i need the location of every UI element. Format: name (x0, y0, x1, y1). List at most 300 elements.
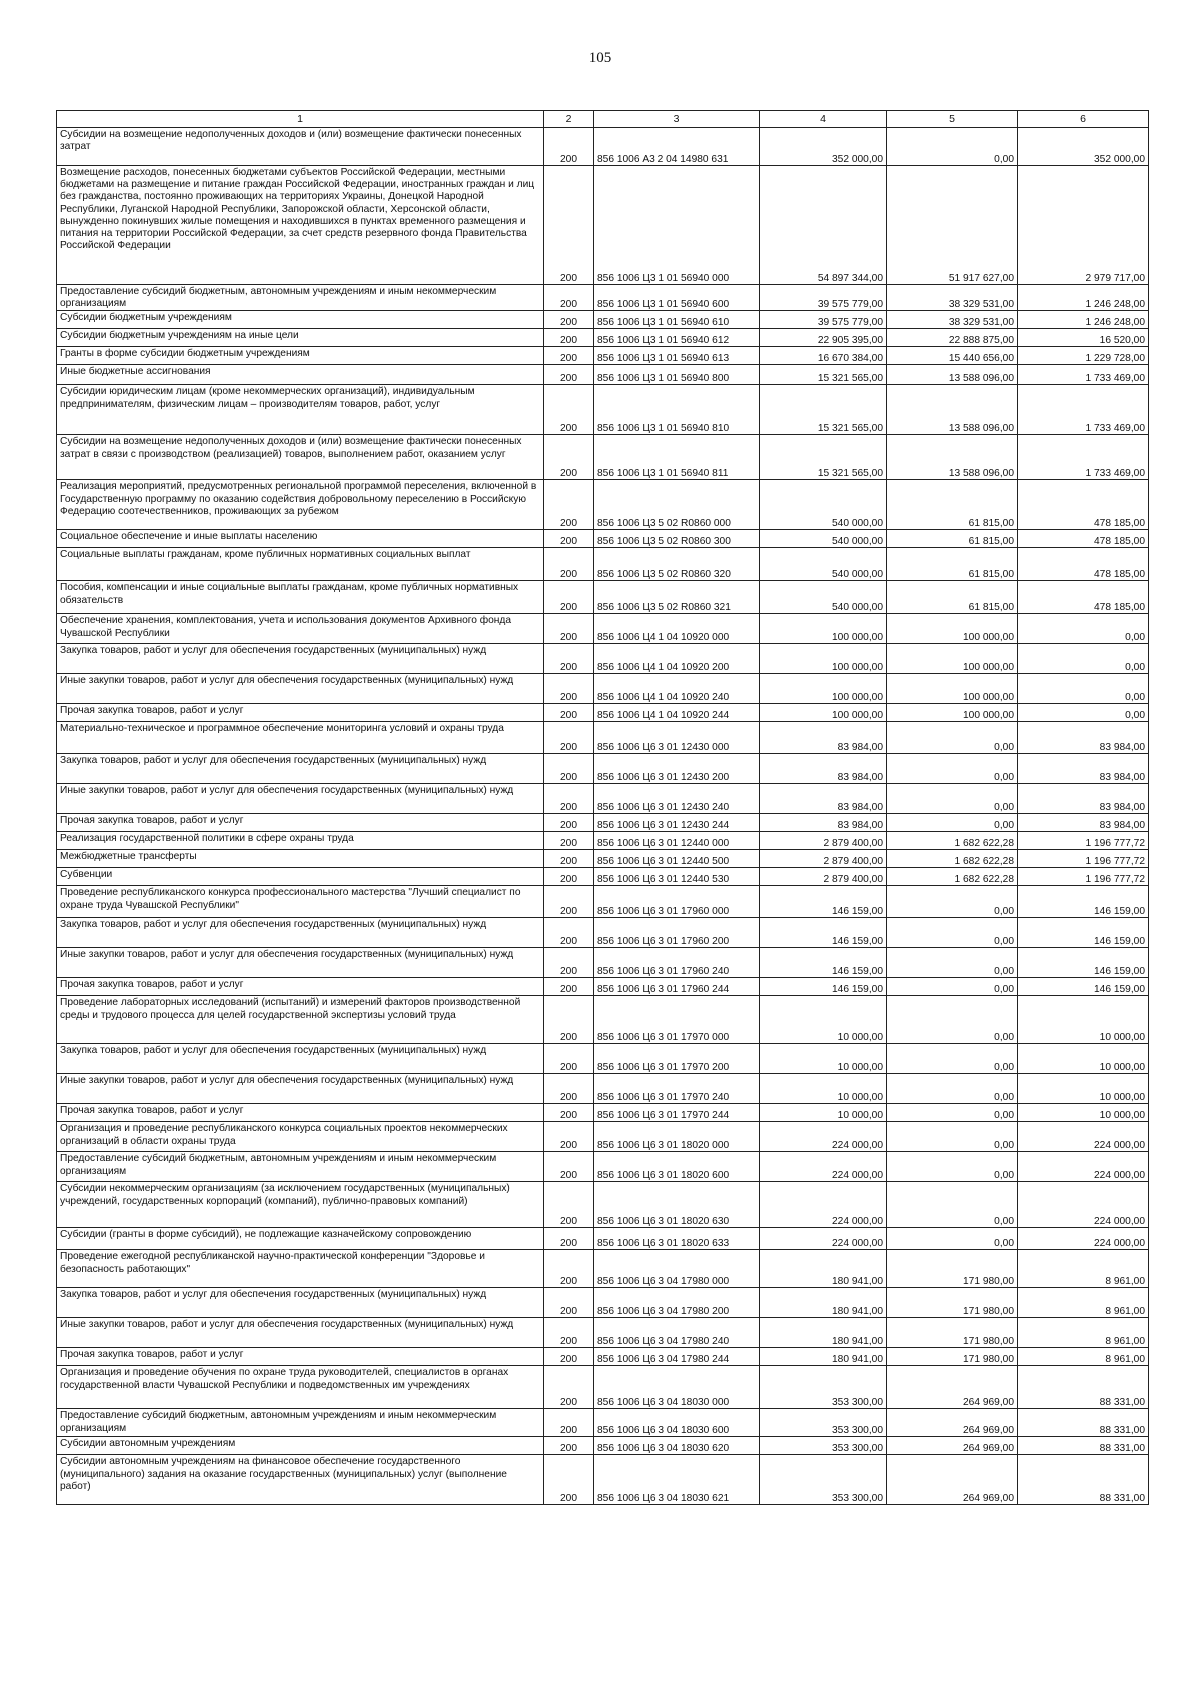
row-classification-cell: 856 1006 Ц3 1 01 56940 811 (594, 435, 760, 480)
table-row (57, 285, 1149, 311)
row-name-cell (57, 1348, 544, 1366)
row-name-cell (57, 548, 544, 581)
row-amount-col4-cell: 224 000,00 (760, 1122, 887, 1152)
row-amount-col6-cell: 146 159,00 (1018, 918, 1149, 948)
row-name-text: Закупка товаров, работ и услуг для обеспечения государственных (муниципальных) нужд (60, 1045, 487, 1057)
row-classification-cell: 856 1006 Ц6 3 04 17980 200 (594, 1288, 760, 1318)
row-name-cell (57, 1122, 544, 1152)
row-amount-col6-cell: 10 000,00 (1018, 1074, 1149, 1104)
row-code-cell: 200 (544, 784, 594, 814)
row-classification-cell: 856 1006 Ц6 3 01 18020 630 (594, 1182, 760, 1228)
row-amount-col5-cell: 264 969,00 (887, 1437, 1018, 1455)
row-name-cell (57, 722, 544, 754)
row-amount-col6-cell: 88 331,00 (1018, 1409, 1149, 1437)
row-name-cell (57, 1182, 544, 1228)
row-code-cell: 200 (544, 754, 594, 784)
row-amount-col6-cell: 10 000,00 (1018, 996, 1149, 1044)
row-amount-col5-cell: 0,00 (887, 754, 1018, 784)
table-header-row (57, 111, 1149, 128)
row-amount-col5-cell: 1 682 622,28 (887, 832, 1018, 850)
row-code-cell: 200 (544, 978, 594, 996)
table-row (57, 1182, 1149, 1228)
row-code-cell: 200 (544, 832, 594, 850)
header-col-4: 4 (760, 111, 887, 128)
row-amount-col4-cell: 39 575 779,00 (760, 285, 887, 311)
row-name-cell (57, 530, 544, 548)
row-name-cell (57, 1104, 544, 1122)
row-amount-col6-cell: 352 000,00 (1018, 128, 1149, 166)
row-name-text: Проведение республиканского конкурса профессионального мастерства "Лучший специалист по охране труда Чувашской Республики" (60, 887, 521, 911)
row-code-cell: 200 (544, 1288, 594, 1318)
row-code-cell: 200 (544, 644, 594, 674)
row-name-cell (57, 480, 544, 530)
row-name-cell (57, 1288, 544, 1318)
row-classification-cell: 856 1006 Ц6 3 01 18020 633 (594, 1228, 760, 1250)
row-amount-col6-cell: 16 520,00 (1018, 329, 1149, 347)
row-amount-col5-cell: 171 980,00 (887, 1288, 1018, 1318)
row-amount-col5-cell: 0,00 (887, 1104, 1018, 1122)
row-amount-col6-cell: 1 246 248,00 (1018, 311, 1149, 329)
row-name-text: Субсидии некоммерческим организациям (за исключением государственных (муниципальных) учреждений, государственных корпораций (компаний), публично-правовых компаний) (60, 1183, 510, 1207)
row-classification-cell: 856 1006 Ц6 3 01 12430 200 (594, 754, 760, 784)
row-amount-col5-cell: 0,00 (887, 1152, 1018, 1182)
row-name-cell (57, 1366, 544, 1409)
row-amount-col4-cell: 39 575 779,00 (760, 311, 887, 329)
row-name-text: Социальное обеспечение и иные выплаты населению (60, 531, 318, 543)
row-amount-col5-cell: 13 588 096,00 (887, 365, 1018, 385)
row-amount-col6-cell: 478 185,00 (1018, 480, 1149, 530)
row-amount-col4-cell: 2 879 400,00 (760, 850, 887, 868)
row-classification-cell: 856 1006 Ц4 1 04 10920 000 (594, 614, 760, 644)
row-code-cell: 200 (544, 948, 594, 978)
row-amount-col5-cell: 0,00 (887, 722, 1018, 754)
row-name-text: Прочая закупка товаров, работ и услуг (60, 1349, 244, 1361)
table-row (57, 614, 1149, 644)
row-code-cell: 200 (544, 1104, 594, 1122)
row-name-text: Субсидии на возмещение недополученных доходов и (или) возмещение фактически понесенных затрат в связи с производством (реализацией) товаров, выполнением работ, оказанием услуг (60, 436, 522, 460)
table-row (57, 722, 1149, 754)
row-amount-col6-cell: 88 331,00 (1018, 1437, 1149, 1455)
row-amount-col6-cell: 10 000,00 (1018, 1044, 1149, 1074)
row-code-cell: 200 (544, 435, 594, 480)
row-name-text: Иные закупки товаров, работ и услуг для обеспечения государственных (муниципальных) нужд (60, 1319, 514, 1331)
row-classification-cell: 856 1006 Ц6 3 01 17970 240 (594, 1074, 760, 1104)
table-row (57, 1104, 1149, 1122)
row-classification-cell: 856 1006 Ц6 3 01 17960 244 (594, 978, 760, 996)
row-amount-col5-cell: 61 815,00 (887, 581, 1018, 614)
row-name-cell (57, 754, 544, 784)
table-row (57, 996, 1149, 1044)
row-amount-col5-cell: 61 815,00 (887, 530, 1018, 548)
row-amount-col6-cell: 478 185,00 (1018, 530, 1149, 548)
row-amount-col4-cell: 15 321 565,00 (760, 435, 887, 480)
row-amount-col5-cell: 100 000,00 (887, 704, 1018, 722)
row-amount-col4-cell: 10 000,00 (760, 1074, 887, 1104)
row-name-cell (57, 978, 544, 996)
row-code-cell: 200 (544, 530, 594, 548)
row-amount-col4-cell: 180 941,00 (760, 1288, 887, 1318)
row-classification-cell: 856 1006 Ц6 3 01 17960 240 (594, 948, 760, 978)
row-amount-col6-cell: 146 159,00 (1018, 886, 1149, 918)
row-name-text: Субсидии (гранты в форме субсидий), не подлежащие казначейскому сопровождению (60, 1229, 472, 1241)
row-amount-col4-cell: 146 159,00 (760, 978, 887, 996)
row-name-cell (57, 1152, 544, 1182)
row-name-cell (57, 285, 544, 311)
row-amount-col6-cell: 0,00 (1018, 614, 1149, 644)
row-name-cell (57, 850, 544, 868)
row-classification-cell: 856 1006 Ц4 1 04 10920 240 (594, 674, 760, 704)
row-amount-col4-cell: 353 300,00 (760, 1455, 887, 1505)
row-classification-cell: 856 1006 Ц6 3 04 17980 000 (594, 1250, 760, 1288)
table-row (57, 548, 1149, 581)
row-amount-col6-cell: 83 984,00 (1018, 784, 1149, 814)
row-amount-col6-cell: 1 196 777,72 (1018, 850, 1149, 868)
row-code-cell: 200 (544, 1318, 594, 1348)
row-name-text: Проведение ежегодной республиканской научно-практической конференции "Здоровье и безопасность работающих" (60, 1251, 485, 1275)
row-amount-col6-cell: 478 185,00 (1018, 548, 1149, 581)
row-name-text: Проведение лабораторных исследований (испытаний) и измерений факторов производственной среды и трудового процесса для целей государственной экспертизы условий труда (60, 997, 521, 1021)
row-code-cell: 200 (544, 311, 594, 329)
row-classification-cell: 856 1006 Ц6 3 01 17960 200 (594, 918, 760, 948)
row-amount-col5-cell: 0,00 (887, 1182, 1018, 1228)
row-code-cell: 200 (544, 1348, 594, 1366)
row-amount-col5-cell: 13 588 096,00 (887, 435, 1018, 480)
row-name-text: Иные бюджетные ассигнования (60, 366, 211, 378)
row-amount-col5-cell: 171 980,00 (887, 1250, 1018, 1288)
row-amount-col6-cell: 1 733 469,00 (1018, 435, 1149, 480)
table-row (57, 166, 1149, 285)
row-amount-col6-cell: 2 979 717,00 (1018, 166, 1149, 285)
table-row (57, 1288, 1149, 1318)
row-classification-cell: 856 1006 Ц3 5 02 R0860 300 (594, 530, 760, 548)
row-code-cell: 200 (544, 1122, 594, 1152)
table-row (57, 886, 1149, 918)
row-name-text: Закупка товаров, работ и услуг для обеспечения государственных (муниципальных) нужд (60, 645, 487, 657)
row-classification-cell: 856 1006 Ц6 3 04 18030 621 (594, 1455, 760, 1505)
row-classification-cell: 856 1006 Ц3 5 02 R0860 320 (594, 548, 760, 581)
row-classification-cell: 856 1006 Ц3 1 01 56940 610 (594, 311, 760, 329)
row-amount-col4-cell: 100 000,00 (760, 644, 887, 674)
row-amount-col6-cell: 146 159,00 (1018, 948, 1149, 978)
row-classification-cell: 856 1006 Ц6 3 01 18020 600 (594, 1152, 760, 1182)
row-code-cell: 200 (544, 1074, 594, 1104)
row-amount-col6-cell: 8 961,00 (1018, 1318, 1149, 1348)
row-amount-col5-cell: 22 888 875,00 (887, 329, 1018, 347)
row-code-cell: 200 (544, 347, 594, 365)
row-name-cell (57, 996, 544, 1044)
row-name-text: Субсидии автономным учреждениям (60, 1438, 236, 1450)
row-name-cell (57, 385, 544, 435)
row-code-cell: 200 (544, 614, 594, 644)
row-code-cell: 200 (544, 166, 594, 285)
row-name-cell (57, 614, 544, 644)
row-amount-col5-cell: 100 000,00 (887, 614, 1018, 644)
row-name-text: Прочая закупка товаров, работ и услуг (60, 705, 244, 717)
row-classification-cell: 856 1006 Ц6 3 01 12430 000 (594, 722, 760, 754)
row-amount-col4-cell: 146 159,00 (760, 886, 887, 918)
row-classification-cell: 856 1006 Ц6 3 01 12440 530 (594, 868, 760, 886)
row-amount-col4-cell: 352 000,00 (760, 128, 887, 166)
budget-table (56, 110, 1149, 1505)
row-name-cell (57, 784, 544, 814)
table-row (57, 754, 1149, 784)
table-row (57, 918, 1149, 948)
page-number: 105 (588, 50, 612, 66)
row-amount-col4-cell: 2 879 400,00 (760, 868, 887, 886)
row-name-cell (57, 347, 544, 365)
row-amount-col4-cell: 83 984,00 (760, 754, 887, 784)
row-name-cell (57, 832, 544, 850)
table-row (57, 435, 1149, 480)
row-name-cell (57, 581, 544, 614)
row-amount-col5-cell: 171 980,00 (887, 1318, 1018, 1348)
row-amount-col5-cell: 0,00 (887, 1074, 1018, 1104)
row-classification-cell: 856 1006 Ц3 1 01 56940 000 (594, 166, 760, 285)
row-amount-col6-cell: 146 159,00 (1018, 978, 1149, 996)
row-code-cell: 200 (544, 674, 594, 704)
row-code-cell: 200 (544, 285, 594, 311)
row-amount-col6-cell: 88 331,00 (1018, 1366, 1149, 1409)
table-row (57, 1122, 1149, 1152)
table-row (57, 311, 1149, 329)
row-code-cell: 200 (544, 996, 594, 1044)
row-name-cell (57, 886, 544, 918)
row-code-cell: 200 (544, 385, 594, 435)
row-classification-cell: 856 1006 Ц3 5 02 R0860 321 (594, 581, 760, 614)
row-name-text: Субсидии на возмещение недополученных доходов и (или) возмещение фактически понесенных затрат (60, 129, 522, 153)
row-name-cell (57, 1318, 544, 1348)
row-classification-cell: 856 1006 Ц6 3 04 18030 620 (594, 1437, 760, 1455)
row-code-cell: 200 (544, 1182, 594, 1228)
row-amount-col6-cell: 0,00 (1018, 674, 1149, 704)
row-amount-col4-cell: 100 000,00 (760, 614, 887, 644)
row-amount-col4-cell: 15 321 565,00 (760, 365, 887, 385)
header-col-3: 3 (594, 111, 760, 128)
row-name-cell (57, 674, 544, 704)
row-amount-col5-cell: 0,00 (887, 1122, 1018, 1152)
row-name-cell (57, 948, 544, 978)
row-amount-col5-cell: 0,00 (887, 886, 1018, 918)
row-classification-cell: 856 1006 Ц6 3 04 18030 600 (594, 1409, 760, 1437)
table-row (57, 530, 1149, 548)
row-name-text: Закупка товаров, работ и услуг для обеспечения государственных (муниципальных) нужд (60, 755, 487, 767)
row-code-cell: 200 (544, 365, 594, 385)
row-amount-col4-cell: 100 000,00 (760, 704, 887, 722)
row-amount-col6-cell: 224 000,00 (1018, 1182, 1149, 1228)
row-amount-col4-cell: 10 000,00 (760, 996, 887, 1044)
table-row (57, 1366, 1149, 1409)
row-amount-col5-cell: 38 329 531,00 (887, 285, 1018, 311)
row-amount-col4-cell: 146 159,00 (760, 918, 887, 948)
row-name-cell (57, 814, 544, 832)
row-amount-col5-cell: 61 815,00 (887, 548, 1018, 581)
row-name-cell (57, 166, 544, 285)
row-classification-cell: 856 1006 Ц6 3 01 17970 000 (594, 996, 760, 1044)
row-amount-col5-cell: 0,00 (887, 814, 1018, 832)
row-amount-col4-cell: 540 000,00 (760, 530, 887, 548)
row-amount-col4-cell: 2 879 400,00 (760, 832, 887, 850)
row-name-text: Предоставление субсидий бюджетным, автономным учреждениям и иным некоммерческим организациям (60, 286, 497, 310)
row-amount-col5-cell: 0,00 (887, 128, 1018, 166)
row-amount-col5-cell: 1 682 622,28 (887, 868, 1018, 886)
row-amount-col6-cell: 10 000,00 (1018, 1104, 1149, 1122)
row-amount-col5-cell: 15 440 656,00 (887, 347, 1018, 365)
row-classification-cell: 856 1006 Ц6 3 04 17980 240 (594, 1318, 760, 1348)
row-name-text: Обеспечение хранения, комплектования, учета и использования документов Архивного фонда Чувашской Республики (60, 615, 512, 639)
row-amount-col6-cell: 83 984,00 (1018, 722, 1149, 754)
row-name-text: Пособия, компенсации и иные социальные выплаты гражданам, кроме публичных нормативных обязательств (60, 582, 519, 606)
table-row (57, 674, 1149, 704)
row-amount-col5-cell: 38 329 531,00 (887, 311, 1018, 329)
row-amount-col4-cell: 540 000,00 (760, 548, 887, 581)
row-classification-cell: 856 1006 Ц6 3 01 12430 240 (594, 784, 760, 814)
row-amount-col6-cell: 478 185,00 (1018, 581, 1149, 614)
row-amount-col6-cell: 83 984,00 (1018, 754, 1149, 784)
row-amount-col6-cell: 224 000,00 (1018, 1122, 1149, 1152)
row-name-text: Гранты в форме субсидии бюджетным учреждениям (60, 348, 310, 360)
row-amount-col4-cell: 146 159,00 (760, 948, 887, 978)
table-row (57, 978, 1149, 996)
row-amount-col4-cell: 540 000,00 (760, 480, 887, 530)
row-name-text: Прочая закупка товаров, работ и услуг (60, 979, 244, 991)
row-amount-col5-cell: 264 969,00 (887, 1455, 1018, 1505)
row-amount-col5-cell: 61 815,00 (887, 480, 1018, 530)
row-code-cell: 200 (544, 1409, 594, 1437)
row-amount-col5-cell: 171 980,00 (887, 1348, 1018, 1366)
row-classification-cell: 856 1006 Ц4 1 04 10920 244 (594, 704, 760, 722)
row-code-cell: 200 (544, 850, 594, 868)
row-amount-col4-cell: 224 000,00 (760, 1182, 887, 1228)
row-amount-col6-cell: 0,00 (1018, 644, 1149, 674)
table-row (57, 1409, 1149, 1437)
table-row (57, 1228, 1149, 1250)
row-name-text: Прочая закупка товаров, работ и услуг (60, 1105, 244, 1117)
row-amount-col6-cell: 8 961,00 (1018, 1348, 1149, 1366)
row-classification-cell: 856 1006 Ц3 1 01 56940 800 (594, 365, 760, 385)
table-row (57, 480, 1149, 530)
row-code-cell: 200 (544, 329, 594, 347)
table-row (57, 1044, 1149, 1074)
row-name-text: Предоставление субсидий бюджетным, автономным учреждениям и иным некоммерческим организациям (60, 1410, 497, 1434)
row-code-cell: 200 (544, 581, 594, 614)
row-code-cell: 200 (544, 704, 594, 722)
row-code-cell: 200 (544, 814, 594, 832)
row-code-cell: 200 (544, 868, 594, 886)
row-name-cell (57, 1074, 544, 1104)
row-name-text: Субсидии юридическим лицам (кроме некоммерческих организаций), индивидуальным предпринимателям, физическим лицам – производителям товаров, работ, услуг (60, 386, 475, 410)
row-name-cell (57, 918, 544, 948)
row-classification-cell: 856 1006 Ц3 5 02 R0860 000 (594, 480, 760, 530)
row-amount-col6-cell: 1 733 469,00 (1018, 365, 1149, 385)
row-name-text: Межбюджетные трансферты (60, 851, 197, 863)
row-amount-col6-cell: 0,00 (1018, 704, 1149, 722)
row-amount-col4-cell: 100 000,00 (760, 674, 887, 704)
row-name-text: Организация и проведение республиканского конкурса социальных проектов некоммерческих организаций в области охраны труда (60, 1123, 508, 1147)
row-name-text: Иные закупки товаров, работ и услуг для обеспечения государственных (муниципальных) нужд (60, 949, 514, 961)
row-code-cell: 200 (544, 1455, 594, 1505)
row-name-cell (57, 365, 544, 385)
row-amount-col4-cell: 180 941,00 (760, 1318, 887, 1348)
table-row (57, 1074, 1149, 1104)
row-amount-col4-cell: 540 000,00 (760, 581, 887, 614)
header-col-1: 1 (57, 111, 544, 128)
table-row (57, 1455, 1149, 1505)
row-name-cell (57, 435, 544, 480)
row-amount-col6-cell: 1 246 248,00 (1018, 285, 1149, 311)
row-classification-cell: 856 1006 А3 2 04 14980 631 (594, 128, 760, 166)
row-classification-cell: 856 1006 Ц6 3 04 17980 244 (594, 1348, 760, 1366)
row-code-cell: 200 (544, 548, 594, 581)
row-name-cell (57, 1455, 544, 1505)
table-row (57, 365, 1149, 385)
row-name-text: Иные закупки товаров, работ и услуг для обеспечения государственных (муниципальных) нужд (60, 675, 514, 687)
row-name-text: Субсидии автономным учреждениям на финансовое обеспечение государственного (муниципального) задания на оказание государственных (муниципальных) услуг (выполнение работ) (60, 1456, 507, 1492)
row-name-cell (57, 644, 544, 674)
table-row (57, 948, 1149, 978)
row-code-cell: 200 (544, 918, 594, 948)
row-amount-col5-cell: 0,00 (887, 918, 1018, 948)
table-row (57, 644, 1149, 674)
table-row (57, 832, 1149, 850)
header-col-5: 5 (887, 111, 1018, 128)
row-classification-cell: 856 1006 Ц6 3 01 18020 000 (594, 1122, 760, 1152)
row-amount-col5-cell: 0,00 (887, 948, 1018, 978)
row-amount-col4-cell: 83 984,00 (760, 784, 887, 814)
row-amount-col5-cell: 13 588 096,00 (887, 385, 1018, 435)
row-amount-col6-cell: 88 331,00 (1018, 1455, 1149, 1505)
row-name-cell (57, 329, 544, 347)
row-classification-cell: 856 1006 Ц3 1 01 56940 810 (594, 385, 760, 435)
row-classification-cell: 856 1006 Ц4 1 04 10920 200 (594, 644, 760, 674)
table-row (57, 1437, 1149, 1455)
row-name-text: Иные закупки товаров, работ и услуг для обеспечения государственных (муниципальных) нужд (60, 1075, 514, 1087)
row-name-text: Закупка товаров, работ и услуг для обеспечения государственных (муниципальных) нужд (60, 1289, 487, 1301)
row-classification-cell: 856 1006 Ц6 3 01 12430 244 (594, 814, 760, 832)
row-amount-col4-cell: 353 300,00 (760, 1366, 887, 1409)
row-amount-col6-cell: 83 984,00 (1018, 814, 1149, 832)
row-amount-col4-cell: 16 670 384,00 (760, 347, 887, 365)
row-code-cell: 200 (544, 480, 594, 530)
row-code-cell: 200 (544, 1250, 594, 1288)
row-amount-col6-cell: 1 229 728,00 (1018, 347, 1149, 365)
row-amount-col4-cell: 10 000,00 (760, 1104, 887, 1122)
table-row (57, 784, 1149, 814)
row-name-cell (57, 868, 544, 886)
row-name-cell (57, 1409, 544, 1437)
table-row (57, 128, 1149, 166)
row-amount-col6-cell: 8 961,00 (1018, 1250, 1149, 1288)
row-amount-col6-cell: 224 000,00 (1018, 1152, 1149, 1182)
table-row (57, 704, 1149, 722)
row-name-text: Организация и проведение обучения по охране труда руководителей, специалистов в органах государственной власти Чувашской Республики и подведомственных им учреждениях (60, 1367, 509, 1391)
row-name-cell (57, 1044, 544, 1074)
header-col-6: 6 (1018, 111, 1149, 128)
row-amount-col5-cell: 51 917 627,00 (887, 166, 1018, 285)
row-name-cell (57, 311, 544, 329)
row-name-cell (57, 704, 544, 722)
row-code-cell: 200 (544, 1044, 594, 1074)
row-code-cell: 200 (544, 128, 594, 166)
table-row (57, 329, 1149, 347)
row-name-text: Реализация государственной политики в сфере охраны труда (60, 833, 354, 845)
row-classification-cell: 856 1006 Ц6 3 01 12440 500 (594, 850, 760, 868)
row-amount-col6-cell: 1 733 469,00 (1018, 385, 1149, 435)
row-classification-cell: 856 1006 Ц6 3 04 18030 000 (594, 1366, 760, 1409)
row-amount-col4-cell: 353 300,00 (760, 1409, 887, 1437)
row-amount-col4-cell: 22 905 395,00 (760, 329, 887, 347)
row-amount-col4-cell: 54 897 344,00 (760, 166, 887, 285)
table-row (57, 814, 1149, 832)
